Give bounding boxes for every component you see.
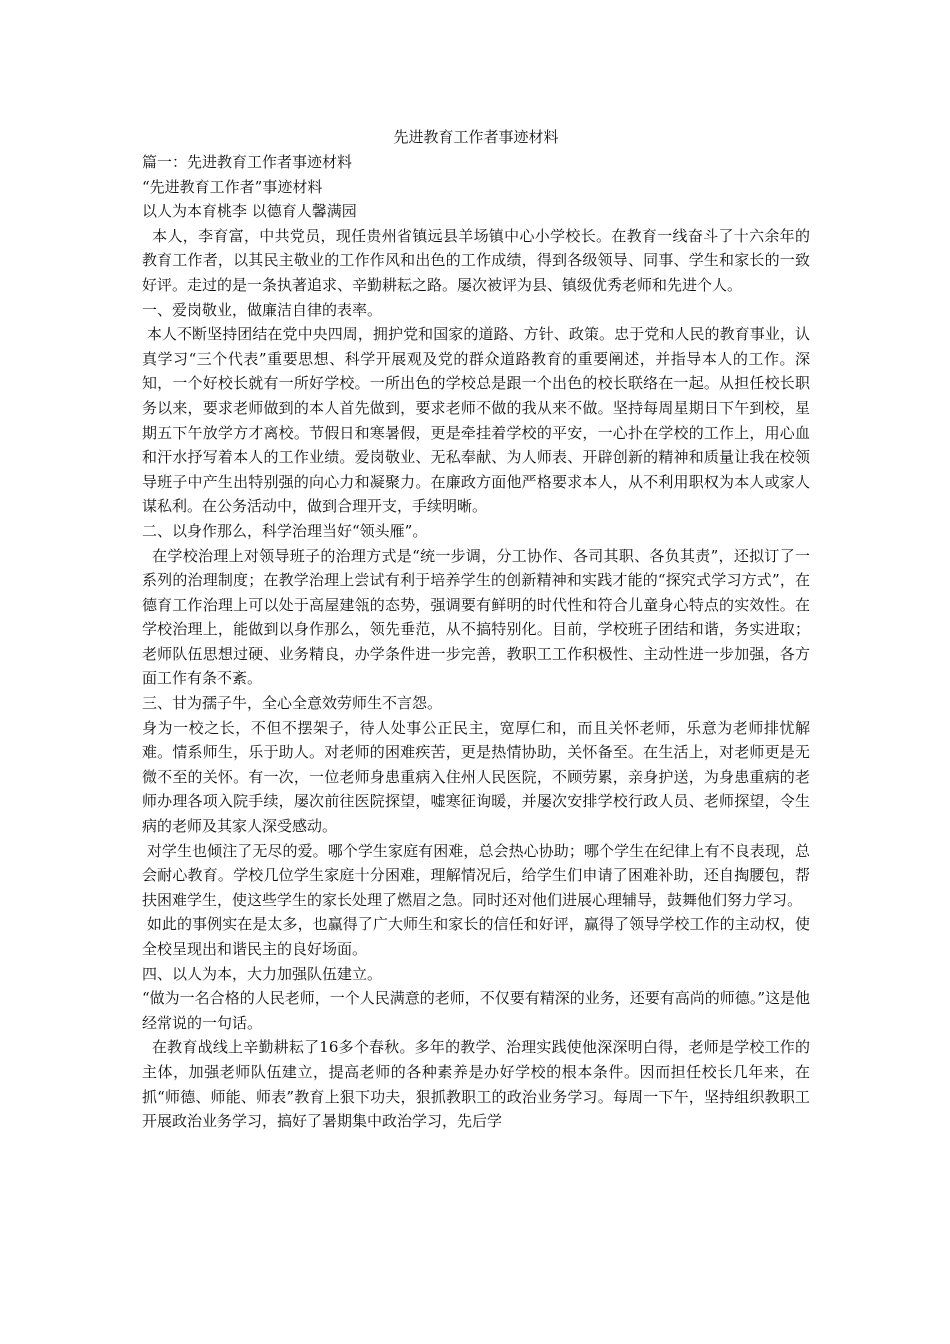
document-title: 先进教育工作者事迹材料	[393, 128, 559, 146]
subtitle: “先进教育工作者”事迹材料	[142, 177, 323, 196]
body-paragraph: 如此的事例实在是太多，也赢得了广大师生和家长的信任和好评，赢得了领导学校工作的主动权，使全校呈现出和谐民主的良好场面。	[142, 915, 810, 958]
section-heading: 一、爱岗敬业，做廉洁自律的表率。	[142, 300, 383, 319]
section-heading: 三、甘为孺子牛，全心全意效劳师生不言怨。	[142, 694, 443, 713]
body-paragraph: “做为一名合格的人民老师，一个人民满意的老师，不仅要有精深的业务，还要有高尚的师德。”这是他经常说的一句话。	[142, 989, 810, 1032]
body-paragraph: 本人，李育富，中共党员，现任贵州省镇远县羊场镇中心小学校长。在教育一线奋斗了十六余年的教育工作者，以其民主敬业的工作作风和出色的工作成绩，得到各级领导、同事、学生和家长的一致好评。走过的是一条执著追求、辛勤耕耘之路。屡次被评为县、镇级优秀老师和先进个人。	[142, 226, 810, 294]
motto: 以人为本育桃李 以德育人馨满园	[142, 202, 357, 221]
section-heading: 四、以人为本，大力加强队伍建立。	[142, 964, 383, 983]
body-paragraph: 在教育战线上辛勤耕耘了16多个春秋。多年的教学、治理实践使他深深明白得，老师是学校工作的主体，加强老师队伍建立，提高老师的各种素养是办好学校的根本条件。因而担任校长几年来，在抓“师德、师能、师表”教育上狠下功夫，狠抓教职工的政治业务学习。每周一下午，坚持组织教职工开展政治业务学习，搞好了暑期集中政治学习，先后学	[142, 1038, 810, 1131]
section-heading: 二、以身作那么，科学治理当好“领头雁”。	[142, 521, 428, 540]
body-paragraph: 本人不断坚持团结在党中央四周，拥护党和国家的道路、方针、政策。忠于党和人民的教育事业，认真学习“三个代表”重要思想、科学开展观及党的群众道路教育的重要阐述，并指导本人的工作。深知，一个好校长就有一所好学校。一所出色的学校总是跟一个出色的校长联络在一起。从担任校长职务以来，要求老师做到的本人首先做到，要求老师不做的我从来不做。坚持每周星期日下午到校，星期五下午放学方才离校。节假日和寒暑假，更是牵挂着学校的平安，一心扑在学校的工作上，用心血和汗水抒写着本人的工作业绩。爱岗敬业、无私奉献、为人师表、开辟创新的精神和质量让我在校领导班子中产生出特别强的向心力和凝聚力。在廉政方面他严格要求本人，从不利用职权为本人或家人谋私利。在公务活动中，做到合理开支，手续明晰。	[142, 325, 810, 516]
body-paragraph: 对学生也倾注了无尽的爱。哪个学生家庭有困难，总会热心协助；哪个学生在纪律上有不良表现，总会耐心教育。学校几位学生家庭十分困难，理解情况后，给学生们申请了困难补助，还自掏腰包，帮扶困难学生，使这些学生的家长处理了燃眉之急。同时还对他们进展心理辅导，鼓舞他们努力学习。	[142, 841, 810, 909]
body-paragraph: 身为一校之长，不但不摆架子，待人处事公正民主，宽厚仁和，而且关怀老师，乐意为老师排忧解难。情系师生，乐于助人。对老师的困难疾苦，更是热情协助，关怀备至。在生活上，对老师更是无微不至的关怀。有一次，一位老师身患重病入住州人民医院，不顾劳累，亲身护送，为身患重病的老师办理各项入院手续，屡次前往医院探望，嘘寒征询暖，并屡次安排学校行政人员、老师探望，令生病的老师及其家人深受感动。	[142, 718, 810, 836]
body-paragraph: 在学校治理上对领导班子的治理方式是“统一步调，分工协作、各司其职、各负其责”，还拟订了一系列的治理制度；在教学治理上尝试有利于培养学生的创新精神和实践才能的“探究式学习方式”，在德育工作治理上可以处于高屋建瓴的态势，强调要有鲜明的时代性和符合儿童身心特点的实效性。在学校治理上，能做到以身作那么，领先垂范，从不搞特别化。目前，学校班子团结和谐，务实进取；老师队伍思想过硬、业务精良，办学条件进一步完善，教职工工作积极性、主动性进一步加强，各方面工作有条不紊。	[142, 546, 810, 688]
document-page	[142, 124, 810, 1134]
section-heading: 篇一：先进教育工作者事迹材料	[142, 153, 353, 171]
